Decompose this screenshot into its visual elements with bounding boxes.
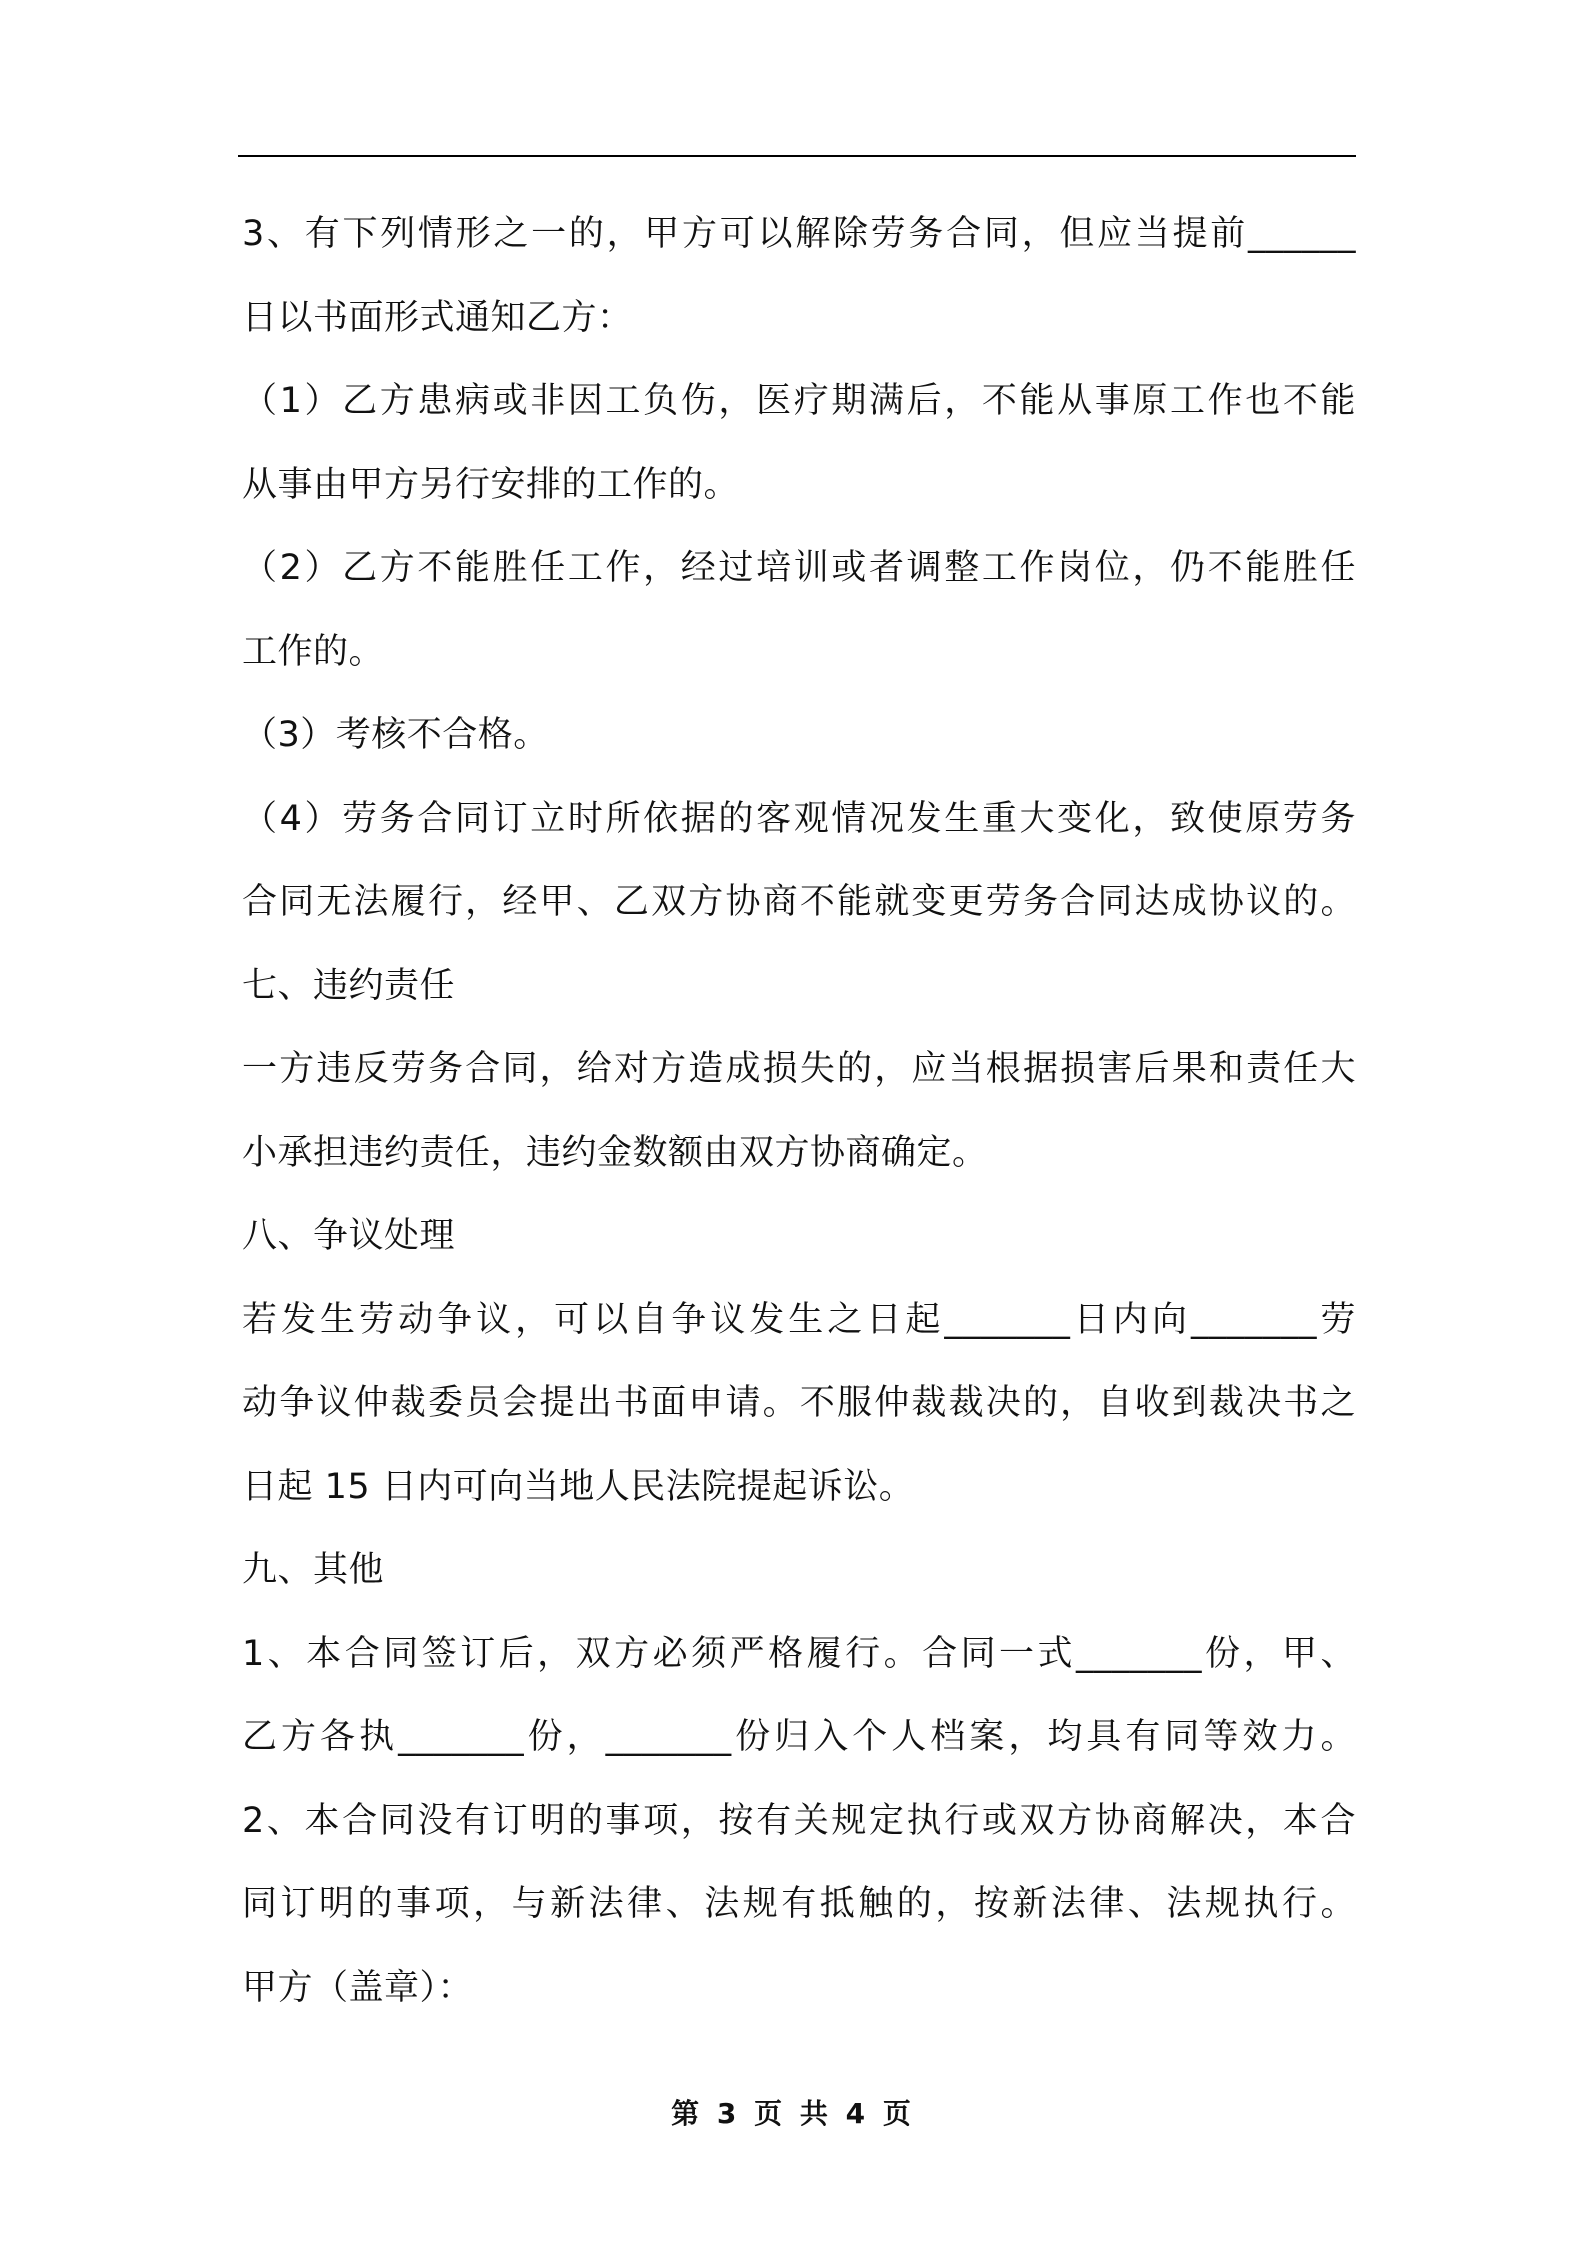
text-line: 1、本合同签订后，双方必须严格履行。合同一式_______份，甲、 [242, 1633, 1356, 1674]
text-line: 日起 15 日内可向当地人民法院提起诉讼。 [242, 1466, 915, 1507]
page-number: 第 3 页 共 4 页 [671, 2097, 915, 2130]
text-line: 日以书面形式通知乙方： [242, 297, 633, 338]
document-body [242, 193, 1356, 2030]
header-divider [238, 155, 1356, 157]
party-a-seal-label: 甲方（盖章）： [242, 1967, 474, 2008]
text-line: 动争议仲裁委员会提出书面申请。不服仲裁裁决的，自收到裁决书之 [242, 1383, 1356, 1423]
text-line: 合同无法履行，经甲、乙双方协商不能就变更劳务合同达成协议的。 [242, 882, 1356, 922]
text-line: （2）乙方不能胜任工作，经过培训或者调整工作岗位，仍不能胜任 [242, 548, 1356, 588]
text-line: 工作的。 [242, 631, 385, 672]
section-heading-breach: 七、违约责任 [242, 965, 456, 1006]
section-heading-dispute: 八、争议处理 [242, 1216, 456, 1256]
text-line: （1）乙方患病或非因工负伤，医疗期满后，不能从事原工作也不能 [242, 381, 1356, 421]
text-line: 3、有下列情形之一的，甲方可以解除劳务合同，但应当提前______ [242, 214, 1356, 254]
section-heading-other: 九、其他 [242, 1550, 385, 1590]
text-line: 2、本合同没有订明的事项，按有关规定执行或双方协商解决，本合 [242, 1800, 1356, 1841]
text-line: 乙方各执_______份，_______份归入个人档案，均具有同等效力。 [242, 1717, 1356, 1757]
text-line: 同订明的事项，与新法律、法规有抵触的，按新法律、法规执行。 [242, 1884, 1356, 1924]
text-line: 一方违反劳务合同，给对方造成损失的，应当根据损害后果和责任大 [242, 1049, 1356, 1089]
text-line: 若发生劳动争议，可以自争议发生之日起_______日内向_______劳 [242, 1299, 1356, 1340]
text-line: 从事由甲方另行安排的工作的。 [242, 464, 740, 505]
text-line: （3）考核不合格。 [242, 715, 549, 755]
text-line: 小承担违约责任，违约金数额由双方协商确定。 [242, 1132, 988, 1173]
text-line: （4）劳务合同订立时所依据的客观情况发生重大变化，致使原劳务 [242, 798, 1356, 839]
